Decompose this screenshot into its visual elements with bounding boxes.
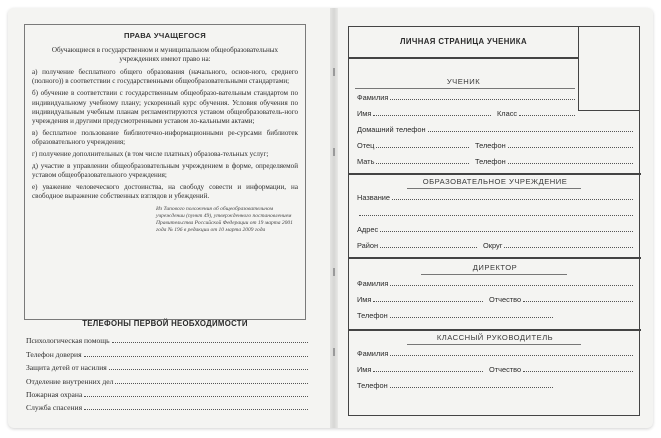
mother-field[interactable]	[357, 155, 469, 166]
heading-underline	[421, 274, 567, 275]
entry-line[interactable]	[376, 147, 469, 148]
school-okrug-field[interactable]	[483, 239, 633, 250]
student-heading: УЧЕНИК	[446, 77, 481, 86]
field-label: Фамилия	[357, 349, 389, 358]
field-label: Фамилия	[357, 279, 389, 288]
entry-line[interactable]	[523, 371, 633, 372]
field-label: Имя	[357, 365, 372, 374]
entry-line[interactable]	[373, 371, 483, 372]
entry-line[interactable]	[390, 99, 575, 100]
mother-phone-field[interactable]	[475, 155, 633, 166]
field-label: Телефон	[357, 311, 388, 320]
field-label: Фамилия	[357, 93, 389, 102]
entry-line[interactable]	[380, 231, 633, 232]
student-class-field[interactable]	[497, 107, 575, 118]
director-name-field[interactable]	[357, 293, 483, 304]
phones-title: ТЕЛЕФОНЫ ПЕРВОЙ НЕОБХОДИМОСТИ	[82, 319, 248, 328]
field-label: Класс	[497, 109, 518, 118]
director-surname-field[interactable]	[357, 277, 633, 288]
entry-line[interactable]	[380, 247, 477, 248]
student-rights-box	[24, 24, 306, 320]
teacher-heading: КЛАССНЫЙ РУКОВОДИТЕЛЬ	[436, 333, 554, 342]
teacher-phone-field[interactable]	[357, 379, 553, 390]
student-surname-field[interactable]	[357, 91, 575, 102]
teacher-patronymic-field[interactable]	[489, 363, 633, 374]
rights-item: в) бесплатное пользование библиотечно-информационными ре-сурсами библиотек образовательного учреждения;	[32, 128, 298, 146]
rights-item: б) обучение в соответствии с государственным общеобразо-вательным стандартом по индивидуальному учебному плану; ускоренный курс обучения. Условия обучения по индивидуальным учебным планам регламентируются уставом общеобразователь-ного учреждения и другими предусмотренными уставом ло-кальными актами;	[32, 89, 298, 125]
personal-page-title: ЛИЧНАЯ СТРАНИЦА УЧЕНИКА	[399, 37, 527, 46]
stitch-mark	[333, 68, 335, 76]
phone-label: Телефон доверия	[26, 349, 82, 359]
phones-list	[26, 332, 308, 412]
field-label: Название	[357, 193, 391, 202]
rights-footnote: Из Типового положения об общеобразовательном учреждении (пункт 49), утвержденного постановлением Правительства Российской Федерации от 19 марта 2001 года № 196 в редакции от 10 марта 2009 года	[156, 205, 293, 233]
phone-label: Служба спасения	[26, 403, 83, 413]
field-label: Район	[357, 241, 379, 250]
rights-item: е) уважение человеческого достоинства, на свободу совести и информации, на свободное выражение собственных взглядов и убеждений.	[32, 183, 298, 201]
field-label: Телефон	[475, 157, 506, 166]
school-name-field-line2[interactable]	[357, 207, 633, 218]
entry-line[interactable]	[390, 387, 553, 388]
field-label: Имя	[357, 295, 372, 304]
entry-line[interactable]	[390, 355, 633, 356]
stitch-mark	[333, 268, 335, 276]
entry-line[interactable]	[390, 317, 553, 318]
entry-line[interactable]	[508, 163, 633, 164]
entry-line[interactable]	[392, 199, 633, 200]
phone-entry-line[interactable]	[84, 356, 308, 357]
student-name-field[interactable]	[357, 107, 491, 118]
rights-title: ПРАВА УЧАЩЕГОСЯ	[124, 31, 206, 40]
entry-line[interactable]	[373, 301, 483, 302]
entry-line[interactable]	[508, 147, 633, 148]
phone-entry-line[interactable]	[84, 396, 308, 397]
entry-line[interactable]	[504, 247, 633, 248]
heading-underline	[355, 88, 575, 89]
title-divider	[349, 57, 578, 59]
field-label: Домашний телефон	[357, 125, 426, 134]
teacher-name-field[interactable]	[357, 363, 483, 374]
field-label: Мать	[357, 157, 375, 166]
stitch-mark	[333, 148, 335, 156]
rights-item: д) участие в управлении общеобразовательным учреждением в форме, определяемой уставом общеобразовательного учреждения;	[32, 162, 298, 180]
phone-row[interactable]	[26, 372, 308, 385]
school-address-field[interactable]	[357, 223, 633, 234]
field-label: Телефон	[475, 141, 506, 150]
phone-row[interactable]	[26, 399, 308, 412]
father-field[interactable]	[357, 139, 469, 150]
diary-spread	[8, 8, 653, 428]
phone-label: Пожарная охрана	[26, 389, 83, 399]
rights-item: г) получение дополнительных (в том числе платных) образова-тельных услуг;	[32, 150, 269, 159]
school-district-field[interactable]	[357, 239, 477, 250]
field-label: Телефон	[357, 381, 388, 390]
phone-row[interactable]	[26, 332, 308, 345]
home-phone-field[interactable]	[357, 123, 633, 134]
heading-underline	[407, 344, 581, 345]
field-label: Отец	[357, 141, 375, 150]
school-heading: ОБРАЗОВАТЕЛЬНОЕ УЧРЕЖДЕНИЕ	[422, 177, 568, 186]
entry-line[interactable]	[359, 215, 633, 216]
field-label: Отчество	[489, 365, 522, 374]
phone-entry-line[interactable]	[112, 342, 308, 343]
phone-label: Отделение внутренних дел	[26, 376, 114, 386]
entry-line[interactable]	[519, 115, 575, 116]
phone-row[interactable]	[26, 345, 308, 358]
phone-entry-line[interactable]	[115, 383, 308, 384]
entry-line[interactable]	[523, 301, 633, 302]
heading-underline	[407, 188, 581, 189]
rights-item: а) получение бесплатного общего образования (начального, основ-ного, среднего (полного)) в соответствии с государственными общеобразовательными стандартами;	[32, 68, 298, 86]
section-divider	[349, 173, 641, 175]
director-phone-field[interactable]	[357, 309, 553, 320]
field-label: Адрес	[357, 225, 379, 234]
section-divider	[349, 257, 641, 259]
personal-page-frame	[348, 26, 640, 416]
entry-line[interactable]	[390, 285, 633, 286]
entry-line[interactable]	[428, 131, 633, 132]
father-phone-field[interactable]	[475, 139, 633, 150]
phone-entry-line[interactable]	[109, 369, 308, 370]
stitch-mark	[333, 348, 335, 356]
teacher-surname-field[interactable]	[357, 347, 633, 358]
entry-line[interactable]	[376, 163, 469, 164]
photo-placeholder[interactable]	[578, 27, 640, 111]
school-name-field[interactable]	[357, 191, 633, 202]
phone-label: Психологическая помощь	[26, 336, 110, 346]
field-label: Отчество	[489, 295, 522, 304]
director-heading: ДИРЕКТОР	[472, 263, 518, 272]
phone-row[interactable]	[26, 359, 308, 372]
phone-entry-line[interactable]	[84, 409, 308, 410]
section-divider	[349, 329, 641, 331]
rights-intro: Обучающиеся в государственном и муниципальном общеобразовательных учреждениях имеют право на:	[51, 46, 279, 64]
entry-line[interactable]	[373, 115, 491, 116]
field-label: Имя	[357, 109, 372, 118]
field-label: Округ	[483, 241, 503, 250]
phone-row[interactable]	[26, 386, 308, 399]
phone-label: Защита детей от насилия	[26, 363, 107, 373]
director-patronymic-field[interactable]	[489, 293, 633, 304]
